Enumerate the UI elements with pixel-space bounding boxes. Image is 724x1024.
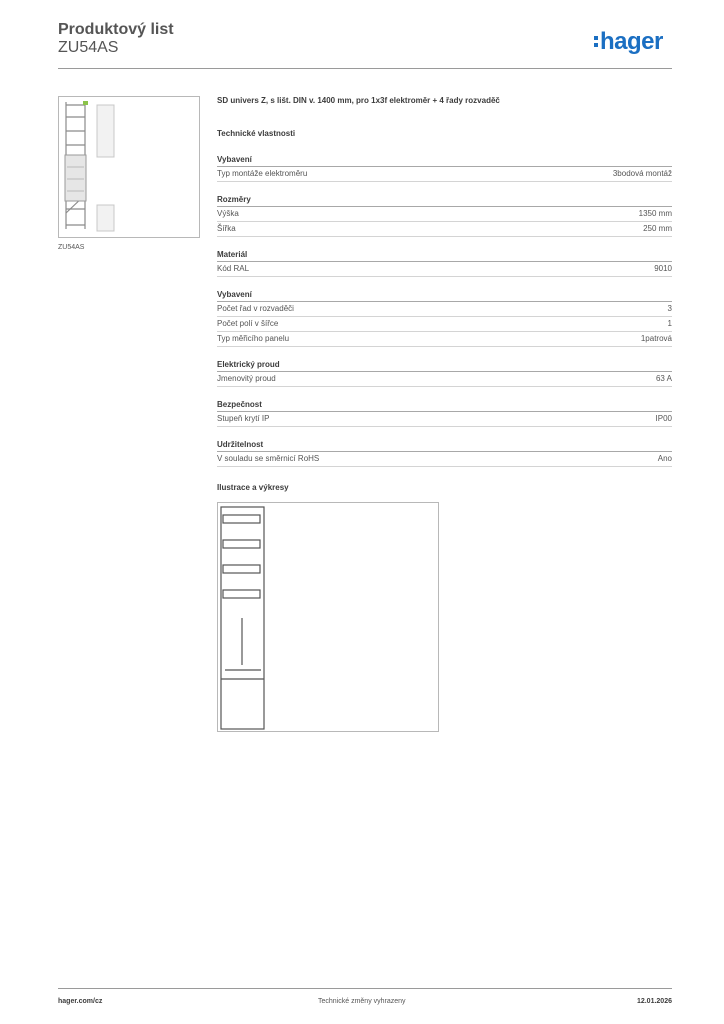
spec-value: Ano <box>657 454 672 463</box>
spec-value: 3 <box>667 304 672 313</box>
spec-label: Typ měřicího panelu <box>217 334 290 343</box>
spec-row <box>217 262 672 277</box>
footer-website-link[interactable]: hager.com/cz <box>58 998 103 1005</box>
spec-row <box>217 452 672 467</box>
spec-value: 1patrová <box>640 334 672 343</box>
spec-row <box>217 372 672 387</box>
spec-row <box>217 317 672 332</box>
spec-label: Šířka <box>217 224 236 233</box>
header-title: Produktový list <box>58 21 174 38</box>
hager-logo <box>594 28 663 56</box>
spec-group <box>217 399 672 427</box>
spec-label: Jmenovitý proud <box>217 374 276 383</box>
spec-group <box>217 194 672 237</box>
spec-group-title: Udržitelnost <box>217 439 672 452</box>
spec-label: Počet polí v šířce <box>217 319 279 328</box>
illustrations-heading: Ilustrace a výkresy <box>217 483 289 492</box>
spec-group-title: Vybavení <box>217 289 672 302</box>
footer-divider <box>58 988 672 989</box>
spec-group-title: Vybavení <box>217 154 672 167</box>
footer-notice: Technické změny vyhrazeny <box>318 998 406 1005</box>
footer-date: 12.01.2026 <box>636 998 672 1005</box>
header-product-code: ZU54AS <box>58 39 119 56</box>
spec-value: 1350 mm <box>638 209 672 218</box>
spec-row <box>217 222 672 237</box>
spec-value: 250 mm <box>643 224 672 233</box>
product-description: SD univers Z, s lišt. DIN v. 1400 mm, pro 1x3f elektroměr + 4 řady rozvaděč <box>217 96 500 105</box>
product-content <box>217 96 672 479</box>
spec-label: Kód RAL <box>217 264 250 273</box>
spec-label: Stupeň krytí IP <box>217 414 270 423</box>
spec-group-title: Bezpečnost <box>217 399 672 412</box>
spec-label: Výška <box>217 209 239 218</box>
spec-label: Počet řad v rozvaděči <box>217 304 294 313</box>
spec-group-title: Materiál <box>217 249 672 262</box>
spec-group <box>217 359 672 387</box>
spec-group-title: Elektrický proud <box>217 359 672 372</box>
spec-row <box>217 332 672 347</box>
spec-row <box>217 207 672 222</box>
spec-group <box>217 154 672 182</box>
product-photo <box>58 96 200 238</box>
spec-label: Typ montáže elektroměru <box>217 169 308 178</box>
header-divider <box>58 68 672 69</box>
spec-label: V souladu se směrnicí RoHS <box>217 454 320 463</box>
technical-heading: Technické vlastnosti <box>217 129 296 138</box>
spec-value: 63 A <box>655 374 672 383</box>
spec-group <box>217 289 672 347</box>
spec-row <box>217 412 672 427</box>
logo-text: hager <box>600 28 663 55</box>
spec-group <box>217 439 672 467</box>
spec-group <box>217 249 672 277</box>
spec-row <box>217 167 672 182</box>
spec-row <box>217 302 672 317</box>
technical-drawing <box>217 502 439 732</box>
spec-value: 9010 <box>654 264 672 273</box>
logo-dots-icon <box>594 36 598 50</box>
spec-value: 3bodová montáž <box>612 169 672 178</box>
spec-value: IP00 <box>655 414 672 423</box>
spec-value: 1 <box>667 319 672 328</box>
photo-caption: ZU54AS <box>58 244 85 251</box>
spec-group-title: Rozměry <box>217 194 672 207</box>
